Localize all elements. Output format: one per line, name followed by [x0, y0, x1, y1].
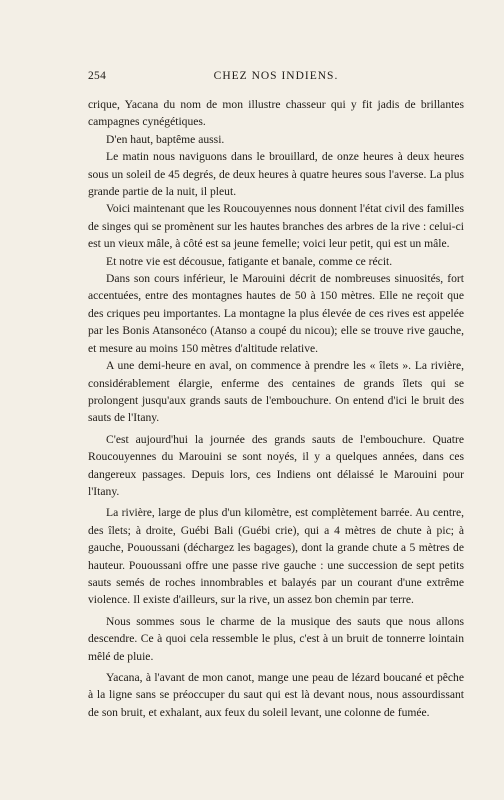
- page-header: [88, 70, 464, 88]
- paragraph: A une demi-heure en aval, on commence à prendre les « îlets ». La rivière, considérablement élargie, enferme des centaines de grands îlets qui se prolongent jusqu'aux grands sauts de l'embouchure. On entend d'ici le bruit des sauts de l'Itany.: [88, 359, 464, 425]
- paragraph: Et notre vie est décousue, fatigante et banale, comme ce récit.: [106, 254, 393, 268]
- page-number: 254: [88, 70, 107, 82]
- paragraph: Yacana, à l'avant de mon canot, mange une peau de lézard boucané et pêche à la ligne sans se préoccuper du saut qui est là devant nous, nous assourdissant de son bruit, et exhalant, aux feux du soleil levant, une colonne de fumée.: [88, 671, 464, 719]
- paragraph: Le matin nous naviguons dans le brouillard, de onze heures à deux heures sous un soleil de 45 degrés, de deux heures à quatre heures sous l'averse. La plus grande partie de la nuit, il pleut.: [88, 150, 464, 199]
- paragraph: Dans son cours inférieur, le Marouini décrit de nombreuses sinuosités, fort accentuées, entre des montagnes hautes de 50 à 150 mètres. Elle ne reçoit que des criques peu importantes. La montagne la plus élevée de ces rives est appelée par les Bonis Atansonéco (Atanso a coupé du nicou); elle se trouve rive gauche, et mesure au moins 150 mètres d'altitude relative.: [88, 272, 464, 355]
- paragraph: La rivière, large de plus d'un kilomètre, est complètement barrée. Au centre, des îlets; à droite, Guébi Bali (Guébi crie), qui a 4 mètres de chute à pic; à gauche, Pououssani (déchargez les bagages), dont la grande chute a 5 mètres de hauteur. Pououssani offre une passe rive gauche : une succession de sept petits sauts semés de roches innombrables et balayés par un courant d'une extrême violence. Il existe d'ailleurs, sur la rive, un assez bon chemin par terre.: [88, 506, 464, 607]
- paragraph: crique, Yacana du nom de mon illustre chasseur qui y fit jadis de brillantes campagnes cynégétiques.: [88, 98, 464, 129]
- body-text: [88, 96, 464, 721]
- running-title: CHEZ NOS INDIENS.: [213, 70, 339, 82]
- paragraph: Nous sommes sous le charme de la musique des sauts que nous allons descendre. Ce à quoi cela ressemble le plus, c'est à un bruit de tonnerre lointain mêlé de pluie.: [88, 614, 464, 663]
- paragraph: Voici maintenant que les Roucouyennes nous donnent l'état civil des familles de singes qui se promènent sur les hautes branches des arbres de la rive : celui-ci est un vieux mâle, à côté est sa jeune femelle; voici leur petit, qui est un mâle.: [88, 202, 464, 251]
- paragraph: C'est aujourd'hui la journée des grands sauts de l'embouchure. Quatre Roucouyennes du Marouini se sont noyés, il y a quelques années, dans ces dangereux passages. Depuis lors, ces Indiens ont délaissé le Marouini pour l'Itany.: [88, 432, 464, 498]
- paragraph: D'en haut, baptême aussi.: [106, 132, 225, 146]
